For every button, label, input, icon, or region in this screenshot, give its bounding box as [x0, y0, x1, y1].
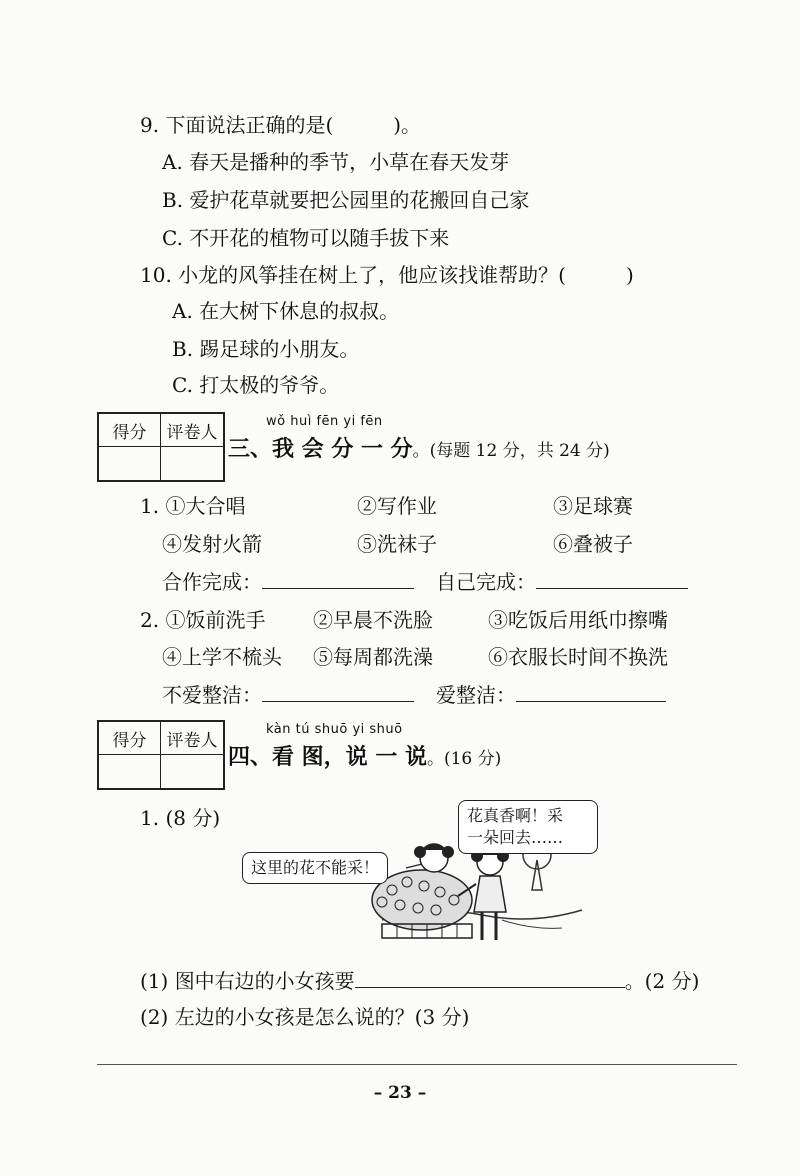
- sub1-score: 。(2 分): [624, 969, 700, 993]
- section3-pinyin: wǒ huì fēn yi fēn: [266, 414, 383, 429]
- speech-bubble-right: 花真香啊！采 一朵回去……: [458, 800, 598, 854]
- speech-bubble-left: 这里的花不能采！: [242, 852, 388, 884]
- section3-title: 三、我 会 分 一 分: [228, 437, 413, 462]
- s3q2-item-1: 2. ①饭前洗手: [140, 608, 266, 632]
- s3q2-answer-row-right: [436, 681, 666, 709]
- s3q1-answer-row: [162, 568, 414, 596]
- s4q1-label: 1. (8 分): [140, 806, 221, 830]
- blank-sub1[interactable]: [355, 967, 625, 988]
- grader-cell[interactable]: [161, 447, 223, 480]
- grader-label: 评卷人: [161, 722, 223, 755]
- q10-stem: 10. 小龙的风筝挂在树上了，他应该找谁帮助？( ): [140, 263, 634, 287]
- score-box-section3: [97, 412, 225, 482]
- s3q1-item-2: ②写作业: [357, 494, 437, 518]
- score-cell[interactable]: [99, 755, 161, 788]
- section3-note: 。(每题 12 分，共 24 分): [412, 441, 610, 461]
- score-box-section4: [97, 720, 225, 790]
- score-label: 得分: [99, 722, 161, 755]
- grader-label: 评卷人: [161, 414, 223, 447]
- sub1-text: (1) 图中右边的小女孩要: [140, 969, 355, 993]
- label-self: 自己完成：: [436, 570, 536, 594]
- s3q2-item-4: ④上学不梳头: [162, 645, 282, 669]
- label-untidy: 不爱整洁：: [162, 683, 262, 707]
- s3q1-answer-row-right: [436, 568, 688, 596]
- s3q2-answer-row: [162, 681, 414, 709]
- s3q1-item-4: ④发射火箭: [162, 532, 262, 556]
- s3q1-item-6: ⑥叠被子: [553, 532, 633, 556]
- score-cell[interactable]: [99, 447, 161, 480]
- s3q2-item-6: ⑥衣服长时间不换洗: [488, 645, 668, 669]
- s3q1-item-3: ③足球赛: [553, 494, 633, 518]
- s3q2-item-3: ③吃饭后用纸巾擦嘴: [488, 608, 668, 632]
- q10-option-a: A. 在大树下休息的叔叔。: [172, 299, 400, 323]
- s3q1-item-5: ⑤洗袜子: [357, 532, 437, 556]
- q9-option-c: C. 不开花的植物可以随手拔下来: [162, 226, 450, 250]
- q10-option-b: B. 踢足球的小朋友。: [172, 337, 360, 361]
- s3q2-item-2: ②早晨不洗脸: [313, 608, 433, 632]
- q9-option-a: A. 春天是播种的季节，小草在春天发芽: [162, 150, 510, 174]
- section4-heading: [228, 740, 501, 771]
- blank-cooperate[interactable]: [262, 568, 414, 589]
- section4-note: 。(16 分): [426, 749, 502, 769]
- blank-tidy[interactable]: [516, 681, 666, 702]
- label-tidy: 爱整洁：: [436, 683, 516, 707]
- q9-stem: 9. 下面说法正确的是( )。: [140, 113, 422, 137]
- section3-heading: [228, 432, 610, 463]
- blank-self[interactable]: [536, 568, 688, 589]
- page-number: – 23 –: [373, 1083, 427, 1103]
- section4-pinyin: kàn tú shuō yi shuō: [266, 722, 403, 737]
- footer-divider: [97, 1064, 737, 1065]
- s3q2-item-5: ⑤每周都洗澡: [313, 645, 433, 669]
- blank-untidy[interactable]: [262, 681, 414, 702]
- q9-option-b: B. 爱护花草就要把公园里的花搬回自己家: [162, 188, 530, 212]
- q10-option-c: C. 打太极的爷爷。: [172, 373, 340, 397]
- score-label: 得分: [99, 414, 161, 447]
- section4-title: 四、看 图，说 一 说: [228, 745, 427, 770]
- s4q1-sub2: (2) 左边的小女孩是怎么说的？(3 分): [140, 1005, 470, 1029]
- label-cooperate: 合作完成：: [162, 570, 262, 594]
- grader-cell[interactable]: [161, 755, 223, 788]
- s4q1-sub1: [140, 967, 699, 995]
- s3q1-item-1: 1. ①大合唱: [140, 494, 246, 518]
